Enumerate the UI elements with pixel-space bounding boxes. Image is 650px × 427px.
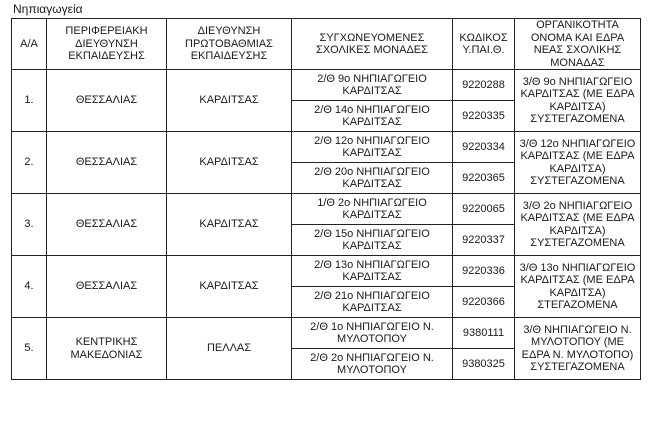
unit-name-cell: 2/Θ 1ο ΝΗΠΙΑΓΩΓΕΙΟ Ν. ΜΥΛΟΤΟΠΟΥ xyxy=(292,318,453,349)
table-row xyxy=(12,70,641,101)
row-number: 2. xyxy=(12,132,47,194)
unit-code-cell: 9220366 xyxy=(453,287,515,318)
unit-name-cell: 2/Θ 14ο ΝΗΠΙΑΓΩΓΕΙΟ ΚΑΡΔΙΤΣΑΣ xyxy=(292,101,453,132)
row-number: 3. xyxy=(12,194,47,256)
unit-name-cell: 1/Θ 2ο ΝΗΠΙΑΓΩΓΕΙΟ ΚΑΡΔΙΤΣΑΣ xyxy=(292,194,453,225)
unit-name-cell: 2/Θ 13ο ΝΗΠΙΑΓΩΓΕΙΟ ΚΑΡΔΙΤΣΑΣ xyxy=(292,256,453,287)
header-directorate: ΔΙΕΥΘΥΝΣΗ ΠΡΩΤΟΒΑΘΜΙΑΣ ΕΚΠΑΙΔΕΥΣΗΣ xyxy=(167,19,292,70)
header-merging-units: ΣΥΓΧΩΝΕΥΟΜΕΝΕΣ ΣΧΟΛΙΚΕΣ ΜΟΝΑΔΕΣ xyxy=(292,19,453,70)
directorate-cell: ΠΕΛΛΑΣ xyxy=(167,318,292,380)
header-aa: Α/Α xyxy=(12,19,47,70)
new-unit-cell: 3/Θ 13ο ΝΗΠΙΑΓΩΓΕΙΟ ΚΑΡΔΙΤΣΑΣ (ΜΕ ΕΔΡΑ ΚΑΡΔΙΤΣΑ) ΣΤΕΓΑΖΟΜΕΝΑ xyxy=(515,256,641,318)
table-row xyxy=(12,132,641,163)
unit-code-cell: 9380325 xyxy=(453,349,515,380)
region-cell: ΘΕΣΣΑΛΙΑΣ xyxy=(47,132,167,194)
region-cell: ΘΕΣΣΑΛΙΑΣ xyxy=(47,256,167,318)
unit-name-cell: 2/Θ 20ο ΝΗΠΙΑΓΩΓΕΙΟ ΚΑΡΔΙΤΣΑΣ xyxy=(292,163,453,194)
directorate-cell: ΚΑΡΔΙΤΣΑΣ xyxy=(167,256,292,318)
new-unit-cell: 3/Θ ΝΗΠΙΑΓΩΓΕΙΟ Ν. ΜΥΛΟΤΟΠΟΥ (ΜΕ ΕΔΡΑ Ν. ΜΥΛΟΤΟΠΟ) ΣΥΣΤΕΓΑΖΟΜΕΝΑ xyxy=(515,318,641,380)
directorate-cell: ΚΑΡΔΙΤΣΑΣ xyxy=(167,70,292,132)
table-header-row xyxy=(12,19,641,70)
region-cell: ΘΕΣΣΑΛΙΑΣ xyxy=(47,70,167,132)
new-unit-cell: 3/Θ 9ο ΝΗΠΙΑΓΩΓΕΙΟ ΚΑΡΔΙΤΣΑΣ (ΜΕ ΕΔΡΑ ΚΑΡΔΙΤΣΑ) ΣΥΣΤΕΓΑΖΟΜΕΝΑ xyxy=(515,70,641,132)
row-number: 1. xyxy=(12,70,47,132)
unit-name-cell: 2/Θ 15ο ΝΗΠΙΑΓΩΓΕΙΟ ΚΑΡΔΙΤΣΑΣ xyxy=(292,225,453,256)
page-title: Νηπιαγωγεία xyxy=(13,2,83,16)
header-region: ΠΕΡΙΦΕΡΕΙΑΚΗ ΔΙΕΥΘΥΝΣΗ ΕΚΠΑΙΔΕΥΣΗΣ xyxy=(47,19,167,70)
unit-code-cell: 9380111 xyxy=(453,318,515,349)
new-unit-cell: 3/Θ 2ο ΝΗΠΙΑΓΩΓΕΙΟ ΚΑΡΔΙΤΣΑΣ (ΜΕ ΕΔΡΑ ΚΑΡΔΙΤΣΑ) ΣΥΣΤΕΓΑΖΟΜΕΝΑ xyxy=(515,194,641,256)
mergers-table xyxy=(11,18,641,380)
unit-name-cell: 2/Θ 9ο ΝΗΠΙΑΓΩΓΕΙΟ ΚΑΡΔΙΤΣΑΣ xyxy=(292,70,453,101)
region-cell: ΘΕΣΣΑΛΙΑΣ xyxy=(47,194,167,256)
new-unit-cell: 3/Θ 12ο ΝΗΠΙΑΓΩΓΕΙΟ ΚΑΡΔΙΤΣΑΣ (ΜΕ ΕΔΡΑ ΚΑΡΔΙΤΣΑ) ΣΥΣΤΕΓΑΖΟΜΕΝΑ xyxy=(515,132,641,194)
header-new-unit: ΟΡΓΑΝΙΚΟΤΗΤΑ ΟΝΟΜΑ ΚΑΙ ΕΔΡΑ ΝΕΑΣ ΣΧΟΛΙΚΗΣ ΜΟΝΑΔΑΣ xyxy=(515,19,641,70)
directorate-cell: ΚΑΡΔΙΤΣΑΣ xyxy=(167,194,292,256)
unit-code-cell: 9220336 xyxy=(453,256,515,287)
unit-code-cell: 9220337 xyxy=(453,225,515,256)
unit-code-cell: 9220065 xyxy=(453,194,515,225)
unit-code-cell: 9220288 xyxy=(453,70,515,101)
unit-name-cell: 2/Θ 12ο ΝΗΠΙΑΓΩΓΕΙΟ ΚΑΡΔΙΤΣΑΣ xyxy=(292,132,453,163)
header-code: ΚΩΔΙΚΟΣ Υ.ΠΑΙ.Θ. xyxy=(453,19,515,70)
unit-code-cell: 9220365 xyxy=(453,163,515,194)
row-number: 4. xyxy=(12,256,47,318)
row-number: 5. xyxy=(12,318,47,380)
unit-code-cell: 9220335 xyxy=(453,101,515,132)
unit-code-cell: 9220334 xyxy=(453,132,515,163)
table-row xyxy=(12,318,641,349)
directorate-cell: ΚΑΡΔΙΤΣΑΣ xyxy=(167,132,292,194)
unit-name-cell: 2/Θ 2ο ΝΗΠΙΑΓΩΓΕΙΟ Ν. ΜΥΛΟΤΟΠΟΥ xyxy=(292,349,453,380)
region-cell: ΚΕΝΤΡΙΚΗΣ ΜΑΚΕΔΟΝΙΑΣ xyxy=(47,318,167,380)
table-row xyxy=(12,194,641,225)
unit-name-cell: 2/Θ 21ο ΝΗΠΙΑΓΩΓΕΙΟ ΚΑΡΔΙΤΣΑΣ xyxy=(292,287,453,318)
table-row xyxy=(12,256,641,287)
